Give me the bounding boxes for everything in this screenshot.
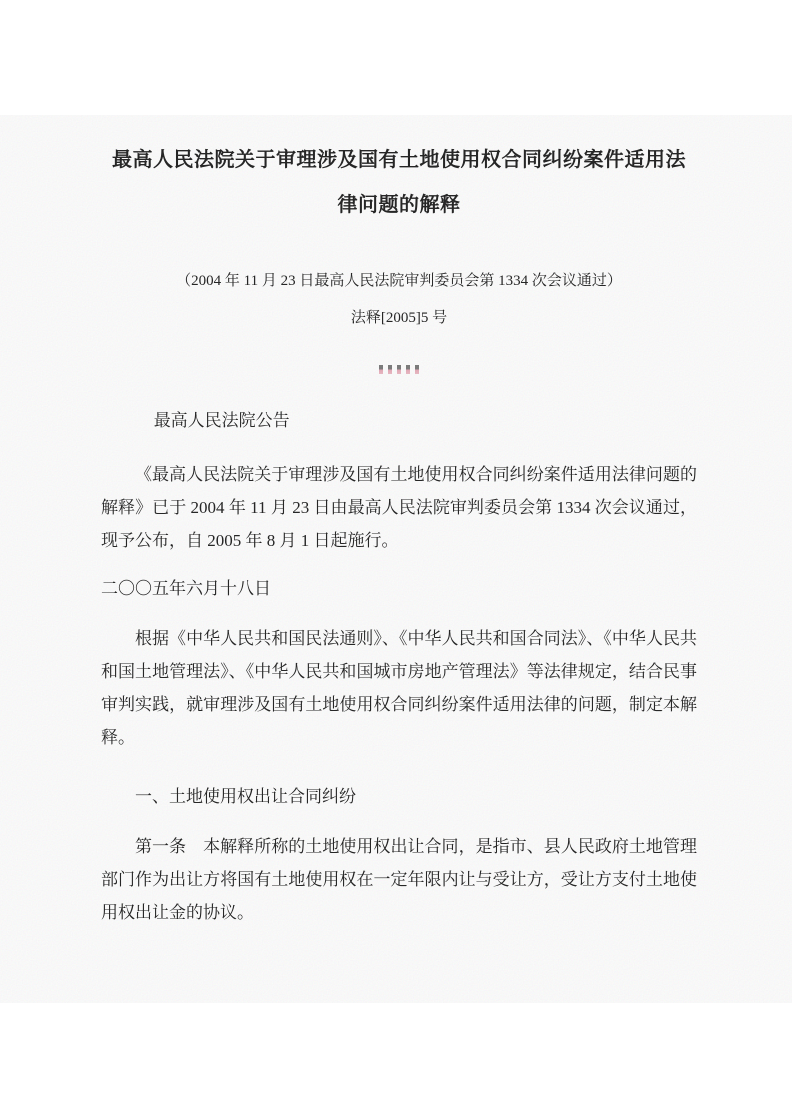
document-title-line-2: 律问题的解释 [337,194,461,216]
dot-mark [388,365,392,374]
dot-mark [379,365,383,374]
dot-mark [397,365,401,374]
section-1-heading: 一、土地使用权出让合同纠纷 [135,787,356,806]
dot-mark [406,365,410,374]
ellipsis-marks-icon [101,365,697,374]
document-content [0,115,792,929]
article-1-paragraph: 第一条 本解释所称的土地使用权出让合同，是指市、县人民政府土地管理部门作为出让方将国有土地使用权在一定年限内让与受让方，受让方支付土地使用权出让金的协议。 [101,837,697,922]
document-number: 法释[2005]5 号 [350,310,448,326]
document-title-line-1: 最高人民法院关于审理涉及国有土地使用权合同纠纷案件适用法 [112,149,686,171]
announcement-paragraph: 《最高人民法院关于审理涉及国有土地使用权合同纠纷案件适用法律问题的解释》已于 2004 年 11 月 23 日由最高人民法院审判委员会第 1334 次会议通过，现予公布，自 2005 年 8 月 1 日起施行。 [101,465,697,550]
preamble-paragraph: 根据《中华人民共和国民法通则》、《中华人民共和国合同法》、《中华人民共和国土地管理法》、《中华人民共和国城市房地产管理法》等法律规定，结合民事审判实践，就审理涉及国有土地使用权合同纠纷案件适用法律的问题，制定本解释。 [101,629,697,747]
meeting-note: （2004 年 11 月 23 日最高人民法院审判委员会第 1334 次会议通过） [176,273,622,289]
issue-date-line: 二〇〇五年六月十八日 [101,579,271,598]
announcement-heading: 最高人民法院公告 [153,411,290,430]
document-page [0,115,792,1003]
dot-mark [415,365,419,374]
document-title [101,138,697,228]
